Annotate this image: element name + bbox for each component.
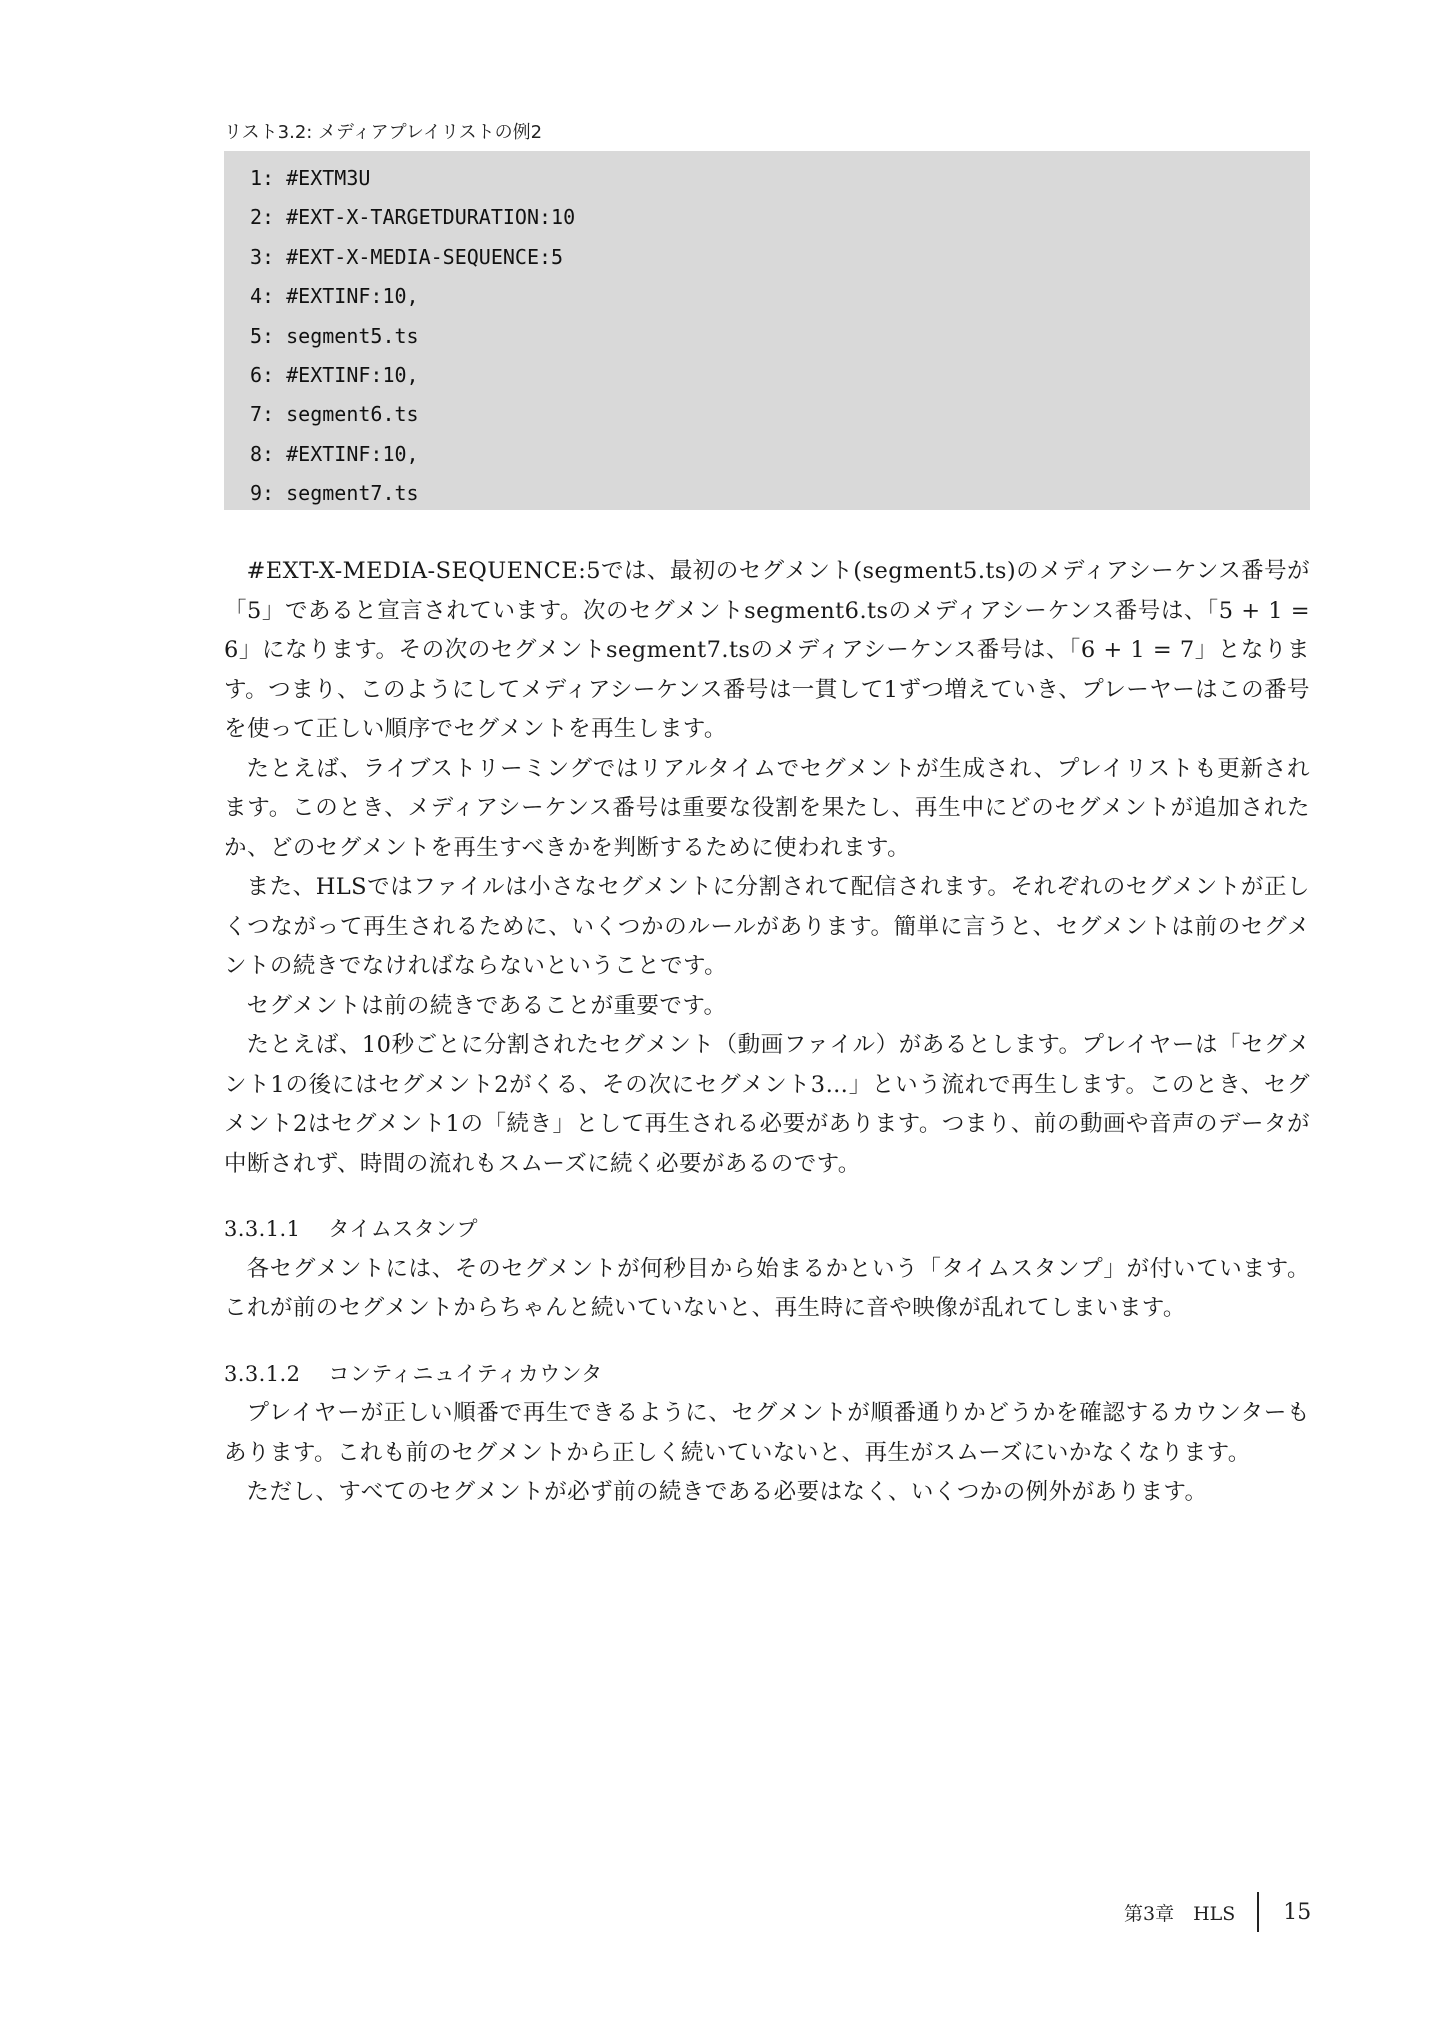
line-text: segment7.ts <box>286 481 419 506</box>
code-line <box>224 435 1310 474</box>
paragraph: セグメントは前の続きであることが重要です。 <box>246 992 727 1019</box>
code-line <box>224 198 1310 237</box>
code-line <box>224 395 1310 434</box>
line-number: 1: <box>250 166 275 190</box>
line-text: #EXT-X-TARGETDURATION:10 <box>286 205 576 230</box>
line-number: 8: <box>250 441 275 466</box>
paragraph: プレイヤーが正しい順番で再生できるように、セグメントが順番通りかどうかを確認するカウンターもあります。これも前のセグメントから正しく続いていないと、再生がスムーズにいかなくなります。 <box>224 1400 1310 1466</box>
line-number: 3: <box>250 244 275 269</box>
listing-caption: リスト3.2: メディアプレイリストの例2 <box>224 122 543 143</box>
code-listing <box>224 151 1310 510</box>
code-line <box>224 238 1310 277</box>
line-text: #EXTINF:10, <box>286 284 419 309</box>
section-number: 3.3.1.2 <box>224 1361 301 1386</box>
paragraph: 各セグメントには、そのセグメントが何秒目から始まるかという「タイムスタンプ」が付いています。これが前のセグメントからちゃんと続いていないと、再生時に音や映像が乱れてしまいます。 <box>224 1255 1310 1321</box>
chapter-label: 第3章 HLS <box>1124 1902 1236 1925</box>
section-title: コンティニュイティカウンタ <box>328 1361 603 1386</box>
section-number: 3.3.1.1 <box>224 1217 301 1241</box>
code-line <box>224 356 1310 395</box>
line-text: segment6.ts <box>286 402 419 427</box>
line-number: 9: <box>250 481 275 506</box>
section-heading-continuity-counter <box>224 1355 1310 1395</box>
paragraph: また、HLSではファイルは小さなセグメントに分割されて配信されます。それぞれのセグメントが正しくつながって再生されるために、いくつかのルールがあります。簡単に言うと、セグメントは前のセグメントの続きでなければならないということです。 <box>224 874 1310 979</box>
code-line <box>224 317 1310 356</box>
body-text <box>224 552 1310 1513</box>
line-text: #EXTINF:10, <box>286 441 419 466</box>
paragraph: たとえば、10秒ごとに分割されたセグメント（動画ファイル）があるとします。プレイヤーは「セグメント1の後にはセグメント2がくる、その次にセグメント3…」という流れで再生します。このとき、セグメント2はセグメント1の「続き」として再生される必要があります。つまり、前の動画や音声のデータが中断されず、時間の流れもスムーズに続く必要があるのです。 <box>224 1032 1310 1177</box>
line-number: 5: <box>250 323 275 348</box>
line-number: 7: <box>250 402 275 427</box>
code-line <box>224 474 1310 513</box>
line-number: 6: <box>250 362 275 387</box>
line-text: segment5.ts <box>286 323 419 348</box>
code-line <box>224 277 1310 316</box>
line-number: 2: <box>250 205 275 230</box>
paragraph: #EXT-X-MEDIA-SEQUENCE:5では、最初のセグメント(segment5.ts)のメディアシーケンス番号が「5」であると宣言されています。次のセグメントsegment6.tsのメディアシーケンス番号は、「5 + 1 = 6」になります。その次のセグメントsegment7.tsのメディアシーケンス番号は、「6 + 1 = 7」となります。つまり、このようにしてメディアシーケンス番号は一貫して1ずつ増えていき、プレーヤーはこの番号を使って正しい順序でセグメントを再生します。 <box>224 558 1310 742</box>
section-heading-timestamp <box>224 1210 1310 1250</box>
page-number: 15 <box>1283 1899 1312 1925</box>
paragraph: たとえば、ライブストリーミングではリアルタイムでセグメントが生成され、プレイリストも更新されます。このとき、メディアシーケンス番号は重要な役割を果たし、再生中にどのセグメントが追加されたか、どのセグメントを再生すべきかを判断するために使われます。 <box>224 755 1310 861</box>
paragraph: ただし、すべてのセグメントが必ず前の続きである必要はなく、いくつかの例外があります。 <box>246 1479 1208 1505</box>
line-text: #EXTINF:10, <box>286 362 419 387</box>
line-number: 4: <box>250 284 275 309</box>
page-footer <box>1124 1892 1311 1932</box>
footer-divider <box>1257 1892 1259 1932</box>
code-line <box>224 159 1310 198</box>
line-text: #EXT-X-MEDIA-SEQUENCE:5 <box>286 244 564 269</box>
section-title: タイムスタンプ <box>328 1217 478 1241</box>
line-text: #EXTM3U <box>286 166 371 190</box>
